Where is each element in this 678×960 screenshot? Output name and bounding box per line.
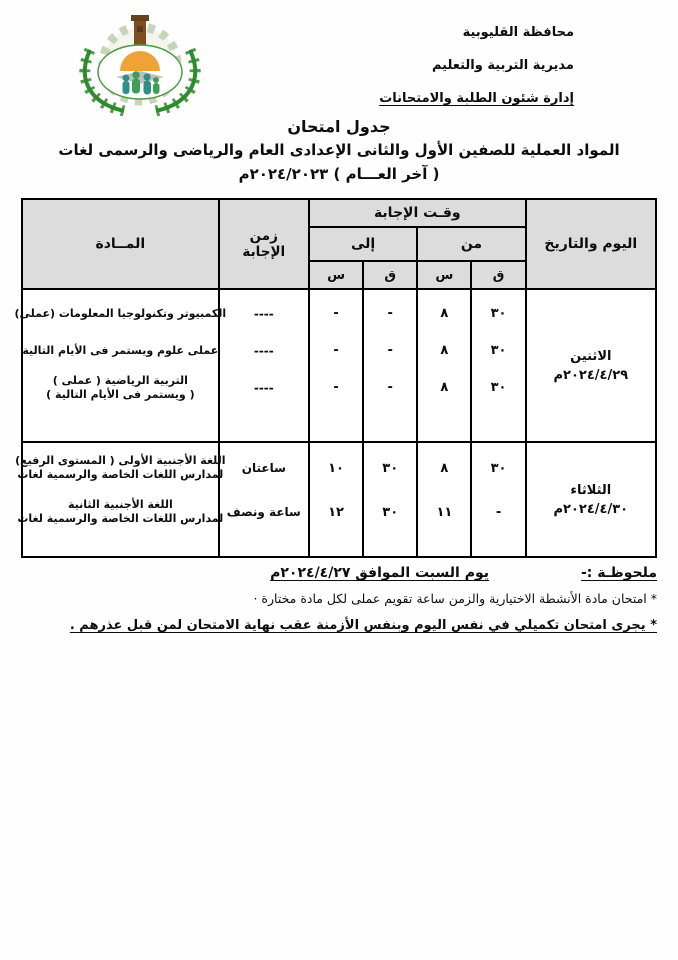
org-administration: إدارة شئون الطلبة والامتحانات	[379, 91, 574, 106]
col-header-duration-line2: الإجابة	[242, 244, 286, 260]
subject-name-line2: لمدارس اللغات الخاصة والرسمية لغات	[17, 512, 224, 525]
subject-name-line2: ( ويستمر فى الأيام التالية )	[46, 387, 195, 401]
title-subjects-line: المواد العملية للصفين الأول والثانى الإعدادى العام والرياضى والرسمى لغات	[58, 141, 620, 159]
cell-value: ٣٠	[490, 460, 507, 476]
cell-value: ----	[253, 343, 274, 358]
exam-timetable	[14, 198, 657, 558]
cell-value: -	[333, 343, 339, 358]
day-name: الاثنين	[570, 348, 612, 364]
subject-name: الكمبيوتر وتكنولوجيا المعلومات (عملى)	[14, 306, 227, 320]
cell-value: -	[387, 306, 393, 321]
cell-value: ٣٠	[382, 504, 399, 520]
cell-value: ٨	[440, 306, 449, 321]
title-exam-schedule: جدول امتحان	[287, 117, 391, 136]
day-date: ٢٠٢٤/٤/٢٩م	[553, 367, 629, 383]
to-hours-cell	[309, 442, 363, 557]
cell-value: ٣٠	[490, 343, 507, 358]
subject-name: اللغة الأجنبية الثانية	[67, 498, 173, 511]
day-cell	[526, 442, 656, 557]
table-row-tuesday	[22, 442, 656, 557]
col-header-subject: المــادة	[22, 199, 219, 289]
cell-value: -	[333, 380, 339, 395]
subject-cell	[15, 442, 226, 557]
note-heading-row	[21, 565, 657, 581]
title-school-year: ( آخر العـــام ) ٢٠٢٤/٢٠٢٣م	[238, 165, 440, 183]
cell-value: ٣٠	[490, 306, 507, 321]
cell-value: ٨	[440, 343, 449, 358]
day-date: ٢٠٢٤/٤/٣٠م	[553, 501, 629, 517]
cell-value: -	[387, 380, 393, 395]
org-header	[379, 16, 574, 115]
notes-section	[21, 565, 657, 635]
from-hours-cell	[417, 289, 471, 442]
from-minutes-cell	[471, 289, 525, 442]
col-header-to-minutes: ق	[363, 261, 417, 289]
org-directorate: مديرية التربية والتعليم	[431, 58, 574, 73]
col-header-to: إلى	[309, 227, 417, 261]
note-optional-activities: * امتحان مادة الأنشطة الاختيارية والزمن ساعة تقويم عملى لكل مادة مختارة ·	[253, 591, 657, 606]
duration-cell	[219, 442, 309, 557]
cell-value: ١٠	[328, 460, 344, 476]
col-header-day: اليوم والتاريخ	[526, 199, 656, 289]
cell-value: ----	[253, 306, 274, 321]
org-governorate: محافظة القليوبية	[462, 25, 574, 40]
subject-name: اللغة الأجنبية الأولى ( المستوى الرفيع)	[15, 454, 226, 467]
duration-cell	[219, 289, 309, 442]
from-hours-cell	[417, 442, 471, 557]
note-saturday-date: يوم السبت الموافق ٢٠٢٤/٤/٢٧م	[270, 565, 489, 581]
cell-value: ----	[253, 380, 274, 395]
col-header-from-minutes: ق	[471, 261, 525, 289]
cell-value: ٣٠	[490, 380, 507, 395]
day-cell	[526, 289, 656, 442]
day-name: الثلاثاء	[570, 482, 612, 498]
from-minutes-cell	[471, 442, 525, 557]
cell-value: -	[387, 343, 393, 358]
cell-value: ساعة ونصف	[226, 505, 301, 519]
subject-name: عملى علوم ويستمر فى الأيام التالية	[22, 343, 219, 357]
to-minutes-cell	[363, 442, 417, 557]
col-header-duration	[219, 199, 309, 289]
cell-value: ٨	[440, 380, 449, 395]
subject-cell	[14, 289, 227, 442]
to-hours-cell	[309, 289, 363, 442]
ministry-of-education-logo-icon	[70, 14, 210, 116]
cell-value: ساعتان	[241, 461, 286, 475]
col-header-from-hours: س	[417, 261, 471, 289]
col-header-from: من	[417, 227, 525, 261]
subject-name: التربية الرياضية ( عملى )	[52, 373, 188, 387]
cell-value: -	[495, 504, 502, 520]
note-label: ملحوظـة :-	[581, 565, 657, 581]
cell-value: ١٢	[328, 504, 344, 520]
to-minutes-cell	[363, 289, 417, 442]
table-row-monday	[22, 289, 656, 442]
cell-value: -	[333, 306, 339, 321]
note-makeup-exam: * يجرى امتحان تكميلي في نفس اليوم وبنفس الأزمنة عقب نهاية الامتحان لمن قبل عذرهم .	[69, 618, 657, 633]
col-header-to-hours: س	[309, 261, 363, 289]
cell-value: ٨	[440, 460, 449, 476]
col-header-answer-time: وقـت الإجابة	[309, 199, 526, 227]
subject-name-line2: لمدارس اللغات الخاصة والرسمية لغات	[17, 468, 224, 481]
cell-value: ١١	[436, 504, 453, 520]
col-header-duration-line1: زمن	[249, 228, 278, 244]
cell-value: ٣٠	[382, 460, 399, 476]
